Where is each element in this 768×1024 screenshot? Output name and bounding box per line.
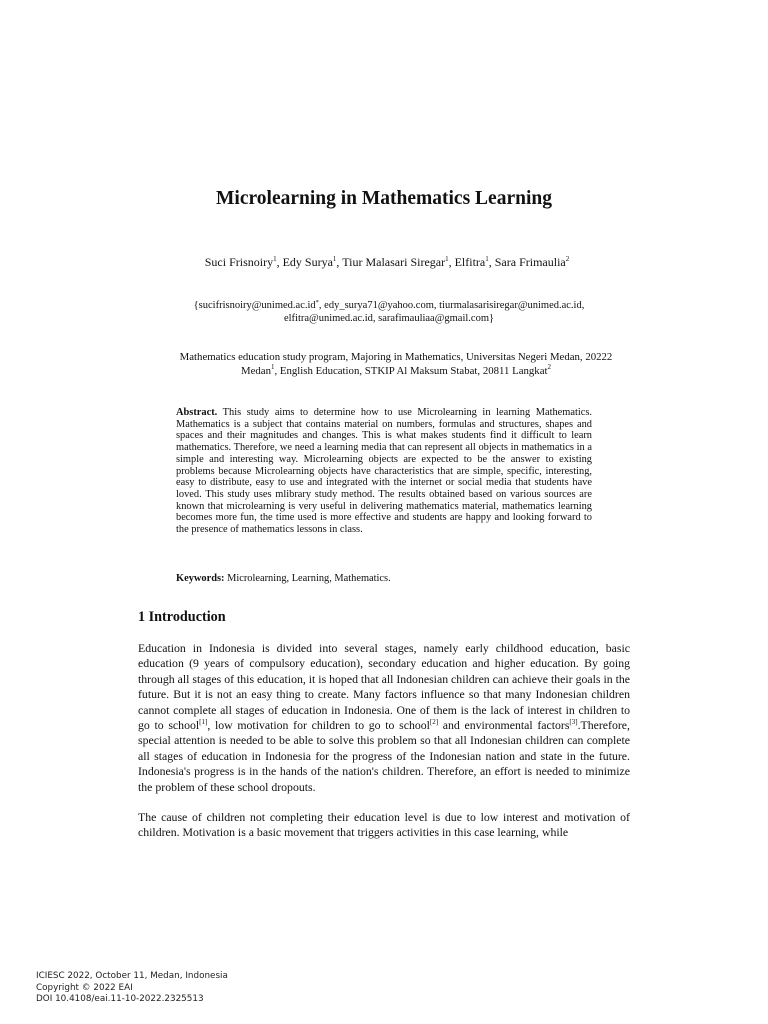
abstract [176,407,592,536]
affiliation-line: Mathematics education study program, Majoring in Mathematics, Universitas Negeri Medan, 20222 [179,351,613,363]
paragraph-text: .Therefore, special attention is needed to be able to solve this problem so that all Indonesian children can complete all stages of education in Indonesia for the progress of the Indonesian nation and state in the future. Indonesia's progress is in the hands of the nation's children. Therefore, an effort is needed to minimize the problem of these school dropouts. [138,718,630,794]
author-affiliation-mark: 1 [445,255,449,263]
citation-ref: [1] [199,718,208,727]
paper-title: Microlearning in Mathematics Learning [216,188,552,209]
paragraph-text: and environmental factors [438,718,570,733]
affiliation-text: Medan [241,365,271,377]
keywords-label: Keywords: [176,573,225,584]
body-paragraph: The cause of children not completing their education level is due to low interest and motivation of children. Motivation is a basic movement that triggers activities in this case learning, while [138,810,630,840]
abstract-text: This study aims to determine how to use Microlearning in learning Mathematics. Mathematics is a subject that contains material on numbers, formulas and structures, shapes and spaces and their magnitudes and changes. This is what makes students find it difficult to learn mathematics. Therefore, we need a learning media that can represent all objects in mathematics in a simple and interesting way. Microlearning objects are expected to be the answer to existing problems because Microlearning objects have characteristics that are simple, specific, interesting, easy to distribute, easy to use and integrated with the internet or social media that students have loved. This study uses mlibrary study method. The results obtained based on various sources are known that microlearning is very useful in delivering mathematics material, mathematics learning becomes more fun, the time used is more effective and students are happy and looking forward to the presence of mathematics lessons in class. [176,407,592,536]
author-name: Tiur Malasari Siregar [342,255,446,269]
email-line [0,299,768,312]
author-name: Elfitra [454,255,486,269]
abstract-label: Abstract. [176,407,218,418]
paragraph-text: , low motivation for children to go to school [207,718,430,733]
affiliation-mark: 1 [270,363,275,371]
paragraph-text: Education in Indonesia is divided into several stages, namely early childhood education, basic education (9 years of compulsory education), secondary education and higher education. By going through all stages of this education, it is hoped that all Indonesian children can achieve their goals in the future. But it is not an easy thing to create. Many factors influence so that many Indonesian children cannot complete all stages of education in Indonesia. One of them is the lack of interest in children to go to school [138,641,630,733]
body-paragraph [138,641,630,795]
author-name: Edy Surya [282,255,333,269]
section-heading: 1 Introduction [138,609,226,625]
doi: DOI 10.4108/eai.11-10-2022.2325513 [36,994,204,1004]
author-emails [0,299,768,325]
keywords [176,573,592,584]
keywords-text: Microlearning, Learning, Mathematics. [224,573,391,584]
citation-ref: [2] [429,718,439,727]
author-affiliation-mark: 1 [273,255,277,263]
email-text: {sucifrisnoiry@unimed.ac.id [193,300,316,311]
affiliation-text: , English Education, STKIP Al Maksum Stabat, 20811 Langkat [274,365,548,377]
author-list: Suci Frisnoiry$^1$, Edy Surya$^1$, Tiur Malasari Siregar$^1$, Elfitra$^1$, Sara Frimaulia$^2$ [204,255,570,269]
email-text: , edy_surya71@yahoo.com, tiurmalasarisiregar@unimed.ac.id, [318,300,585,311]
conference-info: ICIESC 2022, October 11, Medan, Indonesia [36,971,228,981]
email-line: elfitra@unimed.ac.id, sarafimauliaa@gmail.com} [283,313,495,324]
author-name: Suci Frisnoiry [204,255,274,269]
author-affiliation-mark: 1 [332,255,337,263]
page-footer [36,971,228,1006]
author-affiliation-mark: 1 [485,255,489,263]
affiliations [0,350,768,378]
corresponding-mark: * [315,299,319,306]
author-name: Sara Frimaulia [494,255,566,269]
affiliation-line [0,364,768,378]
citation-ref: [3] [569,718,578,727]
affiliation-mark: 2 [547,363,551,371]
author-affiliation-mark: 2 [565,255,570,263]
copyright-notice: Copyright © 2022 EAI [36,982,133,993]
